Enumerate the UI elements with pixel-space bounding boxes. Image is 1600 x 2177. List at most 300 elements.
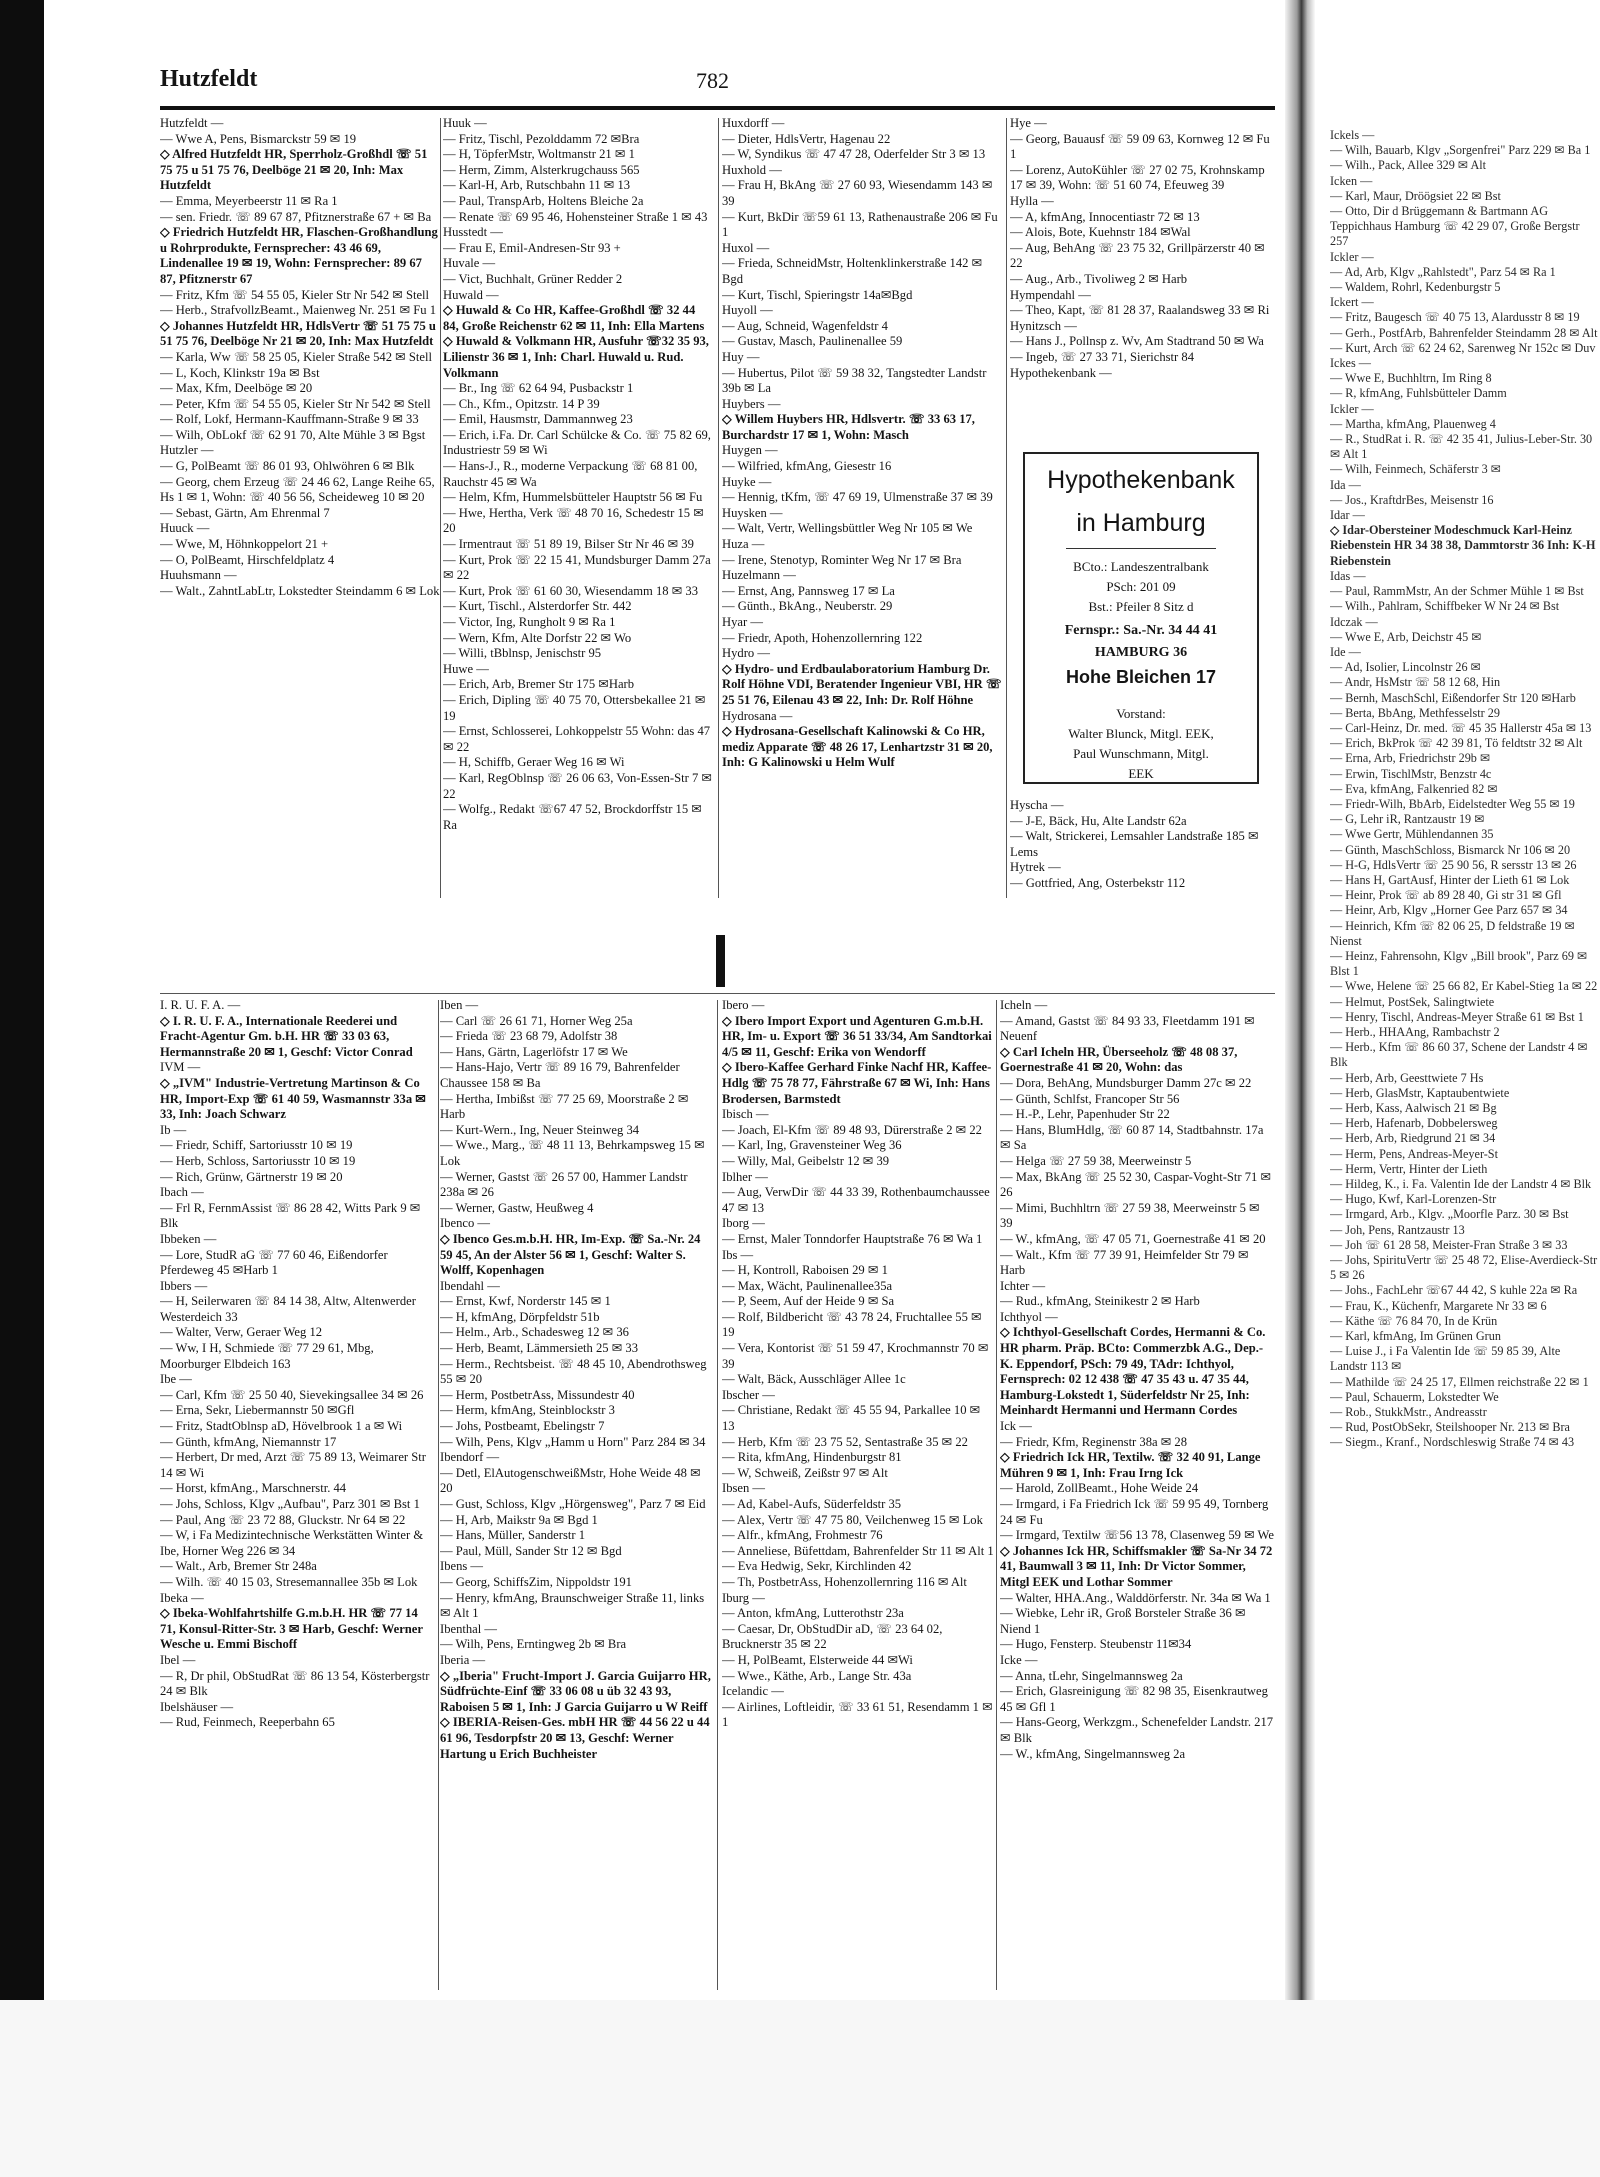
directory-entry: — Siegm., Kranf., Nordschleswig Straße 74 ✉ 43 bbox=[1330, 1435, 1575, 1450]
directory-heading: Idar — bbox=[1330, 508, 1365, 523]
directory-entry: — Heinz, Fahrensohn, Klgv „Bill brook", Parz 69 ✉ Blst 1 bbox=[1330, 948, 1588, 979]
ad-phone: Fernspr.: Sa.-Nr. 34 44 41 bbox=[1064, 623, 1218, 638]
directory-heading: Huysken — bbox=[722, 505, 783, 520]
directory-entry: — Herb, Kfm ☏ 23 75 52, Sentastraße 35 ✉ 22 bbox=[722, 1434, 968, 1449]
directory-entry: ◇ Alfred Hutzfeldt HR, Sperrholz-Großhdl ☏ 51 75 75 u 51 75 76, Deelböge 21 ✉ 20, Inh: Max Hutzfeldt bbox=[160, 147, 428, 193]
directory-entry: ◇ Ibero Import Export und Agenturen G.m.b.H. HR, Im- u. Export ☏ 36 51 33/34, Am Sandtorkai 4/5 ✉ 11, Geschf: Erika von Wendorff bbox=[722, 1013, 992, 1059]
directory-entry: ◇ Hydrosana-Gesellschaft Kalinowski & Co HR, mediz Apparate ☏ 48 26 17, Lenhartzstr 31 ✉ 20, Inh: G Kalinowski u Helm Wulf bbox=[722, 724, 993, 770]
directory-entry: — Günth, kfmAng, Niemannstr 17 bbox=[160, 1434, 337, 1449]
directory-entry: — Heinr, Arb, Klgv „Horner Gee Parz 657 ✉ 34 bbox=[1330, 903, 1568, 918]
directory-entry: — Rolf, Lokf, Hermann-Kauffmann-Straße 9 ✉ 33 bbox=[160, 412, 419, 427]
directory-entry: — Wolfg., Redakt ☏67 47 52, Brockdorffstr 15 ✉ Ra bbox=[443, 802, 702, 832]
directory-heading: Ibenthal — bbox=[440, 1621, 498, 1636]
directory-entry: — Rob., StukkMstr., Andreasstr bbox=[1330, 1405, 1487, 1420]
directory-heading: Ibero — bbox=[722, 998, 765, 1012]
directory-entry: — Georg, Bauausf ☏ 59 09 63, Kornweg 12 ✉ Fu 1 bbox=[1010, 131, 1270, 162]
scan-dark-edge bbox=[0, 0, 44, 2000]
directory-entry: — Bernh, MaschSchl, Eißendorfer Str 120 ✉Harb bbox=[1330, 690, 1576, 705]
directory-heading: Icheln — bbox=[1000, 998, 1048, 1012]
directory-entry: — Theo, Kapt, ☏ 81 28 37, Raalandsweg 33 ✉ Ri bbox=[1010, 303, 1270, 318]
directory-heading: Husstedt — bbox=[443, 225, 503, 240]
directory-entry: — W., kfmAng, Singelmannsweg 2a bbox=[1000, 1746, 1186, 1761]
directory-entry: — Carl, Kfm ☏ 25 50 40, Sievekingsallee 34 ✉ 26 bbox=[160, 1387, 424, 1402]
directory-heading: Ibs — bbox=[722, 1247, 754, 1262]
column-divider bbox=[438, 1000, 439, 1990]
directory-heading: Ibendahl — bbox=[440, 1278, 500, 1293]
directory-entry: — Kurt, Prok ☏ 61 60 30, Wiesendamm 18 ✉ 33 bbox=[443, 583, 699, 598]
directory-entry: — Br., Ing ☏ 62 64 94, Pusbackstr 1 bbox=[443, 381, 634, 396]
directory-heading: Huyke — bbox=[722, 474, 772, 489]
directory-entry: — Kurt, BkDir ☏59 61 13, Rathenaustraße 206 ✉ Fu 1 bbox=[722, 209, 998, 240]
directory-heading: Ibisch — bbox=[722, 1107, 769, 1122]
directory-entry: — Wilh., Pack, Allee 329 ✉ Alt bbox=[1330, 158, 1487, 173]
column-divider bbox=[717, 1000, 718, 1990]
directory-entry: — Gust, Schloss, Klgv „Hörgensweg", Parz 7 ✉ Eid bbox=[440, 1497, 706, 1511]
directory-entry: — H.-P., Lehr, Papenhuder Str 22 bbox=[1000, 1107, 1170, 1122]
directory-entry: — Günth., BkAng., Neuberstr. 29 bbox=[722, 599, 893, 614]
column-divider bbox=[440, 118, 441, 898]
column-top-4 bbox=[1010, 116, 1275, 446]
directory-entry: — Helm., Arb., Schadesweg 12 ✉ 36 bbox=[440, 1325, 629, 1340]
directory-entry: — Wilh, Pens, Klgv „Hamm u Horn" Parz 284 ✉ 34 bbox=[440, 1434, 706, 1449]
directory-entry: — Herb, Arb, Riedgrund 21 ✉ 34 bbox=[1330, 1131, 1496, 1146]
directory-entry: — Aug, Schneid, Wagenfeldstr 4 bbox=[722, 318, 888, 333]
directory-entry: — Kurt-Wern., Ing, Neuer Steinweg 34 bbox=[440, 1122, 640, 1137]
directory-entry: — Vera, Kontorist ☏ 51 59 47, Krochmannstr 70 ✉ 39 bbox=[722, 1341, 989, 1371]
directory-entry: — Paul, TranspArb, Holtens Bleiche 2a bbox=[443, 193, 644, 208]
directory-entry: — Hans, Gärtn, Lagerlöfstr 17 ✉ We bbox=[440, 1044, 628, 1059]
column-divider bbox=[718, 118, 719, 898]
column-bottom-4 bbox=[1000, 998, 1275, 1998]
directory-heading: Hutzler — bbox=[160, 443, 214, 458]
directory-entry: — Wilh. ☏ 40 15 03, Stresemannallee 35b ✉ Lok bbox=[160, 1574, 418, 1589]
directory-heading: Ick — bbox=[1000, 1419, 1032, 1434]
directory-entry: — Irene, Stenotyp, Rominter Weg Nr 17 ✉ Bra bbox=[722, 552, 962, 567]
directory-heading: Ibendorf — bbox=[440, 1450, 500, 1465]
directory-heading: Huvale — bbox=[443, 256, 496, 271]
directory-heading: Hyscha — bbox=[1010, 798, 1064, 812]
directory-entry: — Johs, Schloss, Klgv „Aufbau", Parz 301 ✉ Bst 1 bbox=[160, 1497, 420, 1511]
directory-heading: Ibenco — bbox=[440, 1216, 491, 1231]
directory-entry: — Wwe E, Arb, Deichstr 45 ✉ bbox=[1330, 629, 1482, 644]
directory-entry: — Max, Kfm, Deelböge ✉ 20 bbox=[160, 381, 313, 396]
directory-entry: — H, Kontroll, Raboisen 29 ✉ 1 bbox=[722, 1263, 888, 1278]
directory-entry: — Willi, tBblnsp, Jenischstr 95 bbox=[443, 646, 602, 661]
directory-entry: ◇ Friedrich Ick HR, Textilw. ☏ 32 40 91, Lange Mühren 9 ✉ 1, Inh: Frau Irng Ick bbox=[1000, 1450, 1261, 1480]
directory-heading: Huybers — bbox=[722, 396, 781, 411]
directory-entry: — Ww, I H, Schmiede ☏ 77 29 61, Mbg, Moorburger Elbdeich 163 bbox=[160, 1341, 374, 1371]
directory-heading: Icelandic — bbox=[722, 1684, 784, 1699]
directory-heading: Idczak — bbox=[1330, 614, 1378, 629]
directory-entry: — sen. Friedr. ☏ 89 67 87, Pfitznerstraße 67 + ✉ Ba bbox=[160, 209, 432, 224]
book-gutter-shadow bbox=[1285, 0, 1315, 2000]
directory-entry: ◇ Johannes Hutzfeldt HR, HdlsVertr ☏ 51 75 75 u 51 75 76, Deelböge Nr 21 ✉ 20, Inh: Max Hutzfeldt bbox=[160, 318, 436, 349]
directory-entry: — W, Schweiß, Zeißstr 97 ✉ Alt bbox=[722, 1465, 888, 1480]
page-bottom-margin bbox=[0, 2000, 1600, 2177]
page-number: 782 bbox=[696, 68, 729, 93]
directory-entry: — Wwe, M, Höhnkoppelort 21 + bbox=[160, 537, 329, 552]
directory-entry: — Werner, Gastw, Heußweg 4 bbox=[440, 1200, 594, 1215]
directory-entry: — Wilh, Pens, Erntingweg 2b ✉ Bra bbox=[440, 1637, 627, 1652]
directory-entry: — Günth, Schlfst, Francoper Str 56 bbox=[1000, 1091, 1180, 1106]
directory-heading: Huxdorff — bbox=[722, 116, 785, 130]
directory-entry: — Hwe, Hertha, Verk ☏ 48 70 16, Schedestr 15 ✉ 20 bbox=[443, 505, 704, 536]
directory-entry: — Lore, StudR aG ☏ 77 60 46, Eißendorfer Pferdeweg 45 ✉Harb 1 bbox=[160, 1247, 388, 1278]
directory-entry: — Wwe A, Pens, Bismarckstr 59 ✉ 19 bbox=[160, 131, 357, 146]
directory-heading: Huuhsmann — bbox=[160, 568, 237, 583]
directory-entry: — Anneliese, Büfettdam, Bahrenfelder Str 11 ✉ Alt 1 bbox=[722, 1543, 994, 1558]
directory-entry: — W, i Fa Medizintechnische Werkstätten Winter & Ibe, Horner Weg 226 ✉ 34 bbox=[160, 1528, 424, 1558]
directory-entry: — Herm, kfmAng, Steinblockstr 3 bbox=[440, 1403, 615, 1418]
ad-psch: PSch: 201 09 bbox=[1106, 579, 1176, 594]
ad-board-label: Vorstand: bbox=[1116, 706, 1166, 721]
ad-board-line-2: Paul Wunschmann, Mitgl. bbox=[1073, 746, 1209, 761]
directory-entry: — Kurt, Prok ☏ 22 15 41, Mundsburger Damm 27a ✉ 22 bbox=[443, 552, 711, 583]
directory-entry: — Andr, HsMstr ☏ 58 12 68, Hin bbox=[1330, 675, 1501, 690]
directory-heading: Hye — bbox=[1010, 116, 1047, 130]
directory-entry: — Heinrich, Kfm ☏ 82 06 25, D feldstraße 19 ✉ Nienst bbox=[1330, 918, 1575, 948]
directory-entry: — Herb., Kfm ☏ 86 60 37, Schene der Landstr 4 ✉ Blk bbox=[1330, 1040, 1588, 1070]
directory-heading: Ibbeken — bbox=[160, 1231, 217, 1246]
directory-entry: ◇ Johannes Ick HR, Schiffsmakler ☏ Sa-Nr 34 72 41, Baumwall 3 ✉ 11, Inh: Dr Victor Sommer, Mitgl EEK und Lothar Sommer bbox=[1000, 1543, 1273, 1589]
directory-entry: — Herb., HHAAng, Rambachstr 2 bbox=[1330, 1024, 1500, 1039]
directory-entry: — Carl-Heinz, Dr. med. ☏ 45 35 Hallerstr 45a ✉ 13 bbox=[1330, 720, 1592, 735]
column-bottom-3 bbox=[722, 998, 994, 1998]
directory-entry: — Hugo, Fensterp. Steubenstr 11✉34 bbox=[1000, 1637, 1192, 1652]
column-top-3 bbox=[722, 116, 1002, 896]
directory-entry: — Herm, PostbetrAss, Missundestr 40 bbox=[440, 1387, 635, 1402]
directory-entry: — Alois, Bote, Kuehnstr 184 ✉Wal bbox=[1010, 225, 1191, 240]
directory-heading: Iben — bbox=[440, 998, 479, 1012]
directory-entry: ◇ „Iberia" Frucht-Import J. Garcia Guijarro HR, Südfrüchte-Einf ☏ 33 06 08 u üb 32 43 93, Raboisen 5 ✉ 1, Inh: J Garcia Guijarro u W Reiff bbox=[440, 1668, 711, 1714]
directory-entry: — Irmentraut ☏ 51 89 19, Bilser Str Nr 46 ✉ 39 bbox=[443, 537, 694, 552]
directory-heading: Ibsen — bbox=[722, 1481, 766, 1496]
column-top-4-continued bbox=[1010, 798, 1275, 898]
directory-heading: Ida — bbox=[1330, 477, 1361, 492]
directory-entry: — Herb, Schloss, Sartoriusstr 10 ✉ 19 bbox=[160, 1153, 356, 1168]
directory-heading: Huzelmann — bbox=[722, 568, 796, 583]
directory-entry: — Wwe., Käthe, Arb., Lange Str. 43a bbox=[722, 1668, 912, 1683]
directory-entry: — Ch., Kfm., Opitzstr. 14 P 39 bbox=[443, 396, 600, 411]
directory-entry: — Rolf, Bildbericht ☏ 43 78 24, Fruchtallee 55 ✉ 19 bbox=[722, 1309, 982, 1340]
directory-heading: Ichter — bbox=[1000, 1278, 1046, 1293]
directory-entry: — Hans J., Pollnsp z. Wv, Am Stadtrand 50 ✉ Wa bbox=[1010, 334, 1264, 349]
directory-entry: — Heinr, Prok ☏ ab 89 28 40, Gi str 31 ✉ Gfl bbox=[1330, 888, 1562, 903]
directory-entry: — Sebast, Gärtn, Am Ehrenmal 7 bbox=[160, 505, 330, 520]
directory-entry: — Herb, Hafenarb, Dobbelersweg bbox=[1330, 1116, 1498, 1131]
directory-entry: — H, Seilerwaren ☏ 84 14 38, Altw, Altenwerder Westerdeich 33 bbox=[160, 1294, 416, 1324]
directory-entry: — Walt., Kfm ☏ 77 39 91, Heimfelder Str 79 ✉ Harb bbox=[1000, 1247, 1249, 1278]
directory-entry: — Hans H, GartAusf, Hinter der Lieth 61 ✉ Lok bbox=[1330, 872, 1570, 887]
directory-entry: — Wilfried, kfmAng, Giesestr 16 bbox=[722, 459, 892, 474]
directory-heading: Ickler — bbox=[1330, 401, 1374, 416]
directory-entry: — Georg, chem Erzeug ☏ 24 46 62, Lange Reihe 65, Hs 1 ✉ 1, Wohn: ☏ 40 56 56, Scheideweg 10 ✉ 20 bbox=[160, 474, 435, 505]
directory-entry: ◇ Carl Icheln HR, Überseeholz ☏ 48 08 37, Goernestraße 41 ✉ 20, Wohn: das bbox=[1000, 1044, 1238, 1075]
directory-entry: — Aug., Arb., Tivoliweg 2 ✉ Harb bbox=[1010, 271, 1188, 286]
directory-entry: — G, Lehr iR, Rantzaustr 19 ✉ bbox=[1330, 812, 1485, 827]
directory-entry: ◇ IBERIA-Reisen-Ges. mbH HR ☏ 44 56 22 u 44 61 96, Tesdorpfstr 20 ✉ 13, Geschf: Werner Hartung u Erich Buchheister bbox=[440, 1715, 710, 1761]
directory-entry: — Rud., kfmAng, Steinikestr 2 ✉ Harb bbox=[1000, 1294, 1200, 1309]
directory-heading: Huy — bbox=[722, 349, 760, 364]
column-top-2 bbox=[443, 116, 713, 896]
directory-entry: — Jos., KraftdrBes, Meisenstr 16 bbox=[1330, 492, 1494, 507]
directory-entry: — H, PolBeamt, Elsterweide 44 ✉Wi bbox=[722, 1652, 913, 1667]
directory-entry: — Joach, El-Kfm ☏ 89 48 93, Dürerstraße 2 ✉ 22 bbox=[722, 1122, 982, 1137]
directory-entry: — H-G, HdlsVertr ☏ 25 90 56, R sersstr 13 ✉ 26 bbox=[1330, 857, 1577, 872]
directory-entry: — Karl, kfmAng, Im Grünen Grun bbox=[1330, 1329, 1501, 1344]
ad-rule bbox=[1066, 548, 1216, 549]
directory-entry: ◇ Huwald & Volkmann HR, Ausfuhr ☏32 35 93, Lilienstr 36 ✉ 1, Inh: Charl. Huwald u. Rud. Volkmann bbox=[443, 334, 709, 380]
directory-heading: Ibach — bbox=[160, 1185, 204, 1200]
directory-heading: Huygen — bbox=[722, 443, 778, 458]
directory-entry: — Erich, Arb, Bremer Str 175 ✉Harb bbox=[443, 677, 635, 692]
directory-entry: — Harold, ZollBeamt., Hohe Weide 24 bbox=[1000, 1481, 1199, 1496]
directory-entry: — Dora, BehAng, Mundsburger Damm 27c ✉ 22 bbox=[1000, 1075, 1252, 1090]
directory-entry: — G, PolBeamt ☏ 86 01 93, Ohlwöhren 6 ✉ Blk bbox=[160, 459, 415, 474]
directory-entry: — Airlines, Loftleidir, ☏ 33 61 51, Resendamm 1 ✉ 1 bbox=[722, 1699, 993, 1730]
directory-entry: — Kurt, Tischl., Alsterdorfer Str. 442 bbox=[443, 599, 632, 614]
directory-entry: — Gerh., PostfArb, Bahrenfelder Steindamm 28 ✉ Alt bbox=[1330, 325, 1598, 340]
directory-entry: — Ernst, Maler Tonndorfer Hauptstraße 76 ✉ Wa 1 bbox=[722, 1231, 983, 1246]
directory-entry: — Walter, HHA.Ang., Walddörferstr. Nr. 34a ✉ Wa 1 bbox=[1000, 1590, 1271, 1605]
column-divider bbox=[1006, 118, 1007, 898]
directory-entry: — Wwe E, Buchhltrn, Im Ring 8 bbox=[1330, 371, 1492, 386]
directory-entry: — W, Syndikus ☏ 47 47 28, Oderfelder Str 3 ✉ 13 bbox=[722, 147, 986, 162]
directory-entry: — Wilh, ObLokf ☏ 62 91 70, Alte Mühle 3 ✉ Bgst bbox=[160, 427, 426, 442]
directory-entry: — Wern, Kfm, Alte Dorfstr 22 ✉ Wo bbox=[443, 630, 632, 645]
directory-heading: Huwe — bbox=[443, 661, 489, 676]
directory-entry: — Victor, Ing, Rungholt 9 ✉ Ra 1 bbox=[443, 615, 616, 629]
directory-heading: Hypothekenbank — bbox=[1010, 365, 1112, 380]
directory-entry: — Herm., Rechtsbeist. ☏ 48 45 10, Abendrothsweg 55 ✉ 20 bbox=[440, 1356, 707, 1387]
directory-entry: — Hubertus, Pilot ☏ 59 38 32, Tangstedter Landstr 39b ✉ La bbox=[722, 365, 987, 396]
directory-entry: — Werner, Gastst ☏ 26 57 00, Hammer Landstr 238a ✉ 26 bbox=[440, 1169, 688, 1200]
directory-entry: — Emil, Hausmstr, Dammannweg 23 bbox=[443, 412, 633, 427]
directory-entry: — Walt., ZahntLabLtr, Lokstedter Steindamm 6 ✉ Lok bbox=[160, 583, 440, 598]
directory-entry: — Herb, Arb, Geesttwiete 7 Hs bbox=[1330, 1070, 1484, 1085]
directory-entry: — Frau, K., Küchenfr, Margarete Nr 33 ✉ 6 bbox=[1330, 1298, 1547, 1313]
directory-entry: — Christiane, Redakt ☏ 45 55 94, Parkallee 10 ✉ 13 bbox=[722, 1403, 981, 1434]
directory-heading: IVM — bbox=[160, 1060, 201, 1075]
directory-entry: — R, kfmAng, Fuhlsbütteler Damm bbox=[1330, 386, 1507, 401]
directory-heading: Hutzfeldt — bbox=[160, 116, 224, 130]
directory-entry: — R., StudRat i. R. ☏ 42 35 41, Julius-Leber-Str. 30 ✉ Alt 1 bbox=[1330, 432, 1593, 462]
directory-entry: — Berta, BbAng, Methfesselstr 29 bbox=[1330, 705, 1500, 720]
directory-entry: — Erich, i.Fa. Dr. Carl Schülcke & Co. ☏ 75 82 69, Industriestr 59 ✉ Wi bbox=[443, 427, 711, 458]
column-bottom-2 bbox=[440, 998, 712, 1998]
directory-entry: ◇ Ibeka-Wohlfahrtshilfe G.m.b.H. HR ☏ 77 14 71, Konsul-Ritter-Str. 3 ✉ Harb, Geschf: Werner Wesche u. Emmi Bischoff bbox=[160, 1606, 423, 1652]
directory-heading: Huwald — bbox=[443, 287, 499, 302]
directory-entry: — Hildeg, K., i. Fa. Valentin Ide der Landstr 4 ✉ Blk bbox=[1330, 1177, 1592, 1192]
directory-entry: — Wilh., Pahlram, Schiffbeker W Nr 24 ✉ Bst bbox=[1330, 599, 1560, 614]
directory-entry: — Karl, Maur, Dröögsiet 22 ✉ Bst bbox=[1330, 188, 1501, 203]
directory-heading: Ibeka — bbox=[160, 1590, 204, 1605]
directory-entry: — Wwe., Marg., ☏ 48 11 13, Behrkampsweg 15 ✉ Lok bbox=[440, 1138, 705, 1168]
directory-entry: — Ad, Arb, Klgv „Rahlstedt", Parz 54 ✉ Ra 1 bbox=[1330, 264, 1556, 279]
directory-entry: — W., kfmAng, ☏ 47 05 71, Goernestraße 41 ✉ 20 bbox=[1000, 1231, 1266, 1246]
directory-entry: — Amand, Gastst ☏ 84 93 33, Fleetdamm 191 ✉ Neuenf bbox=[1000, 1013, 1255, 1044]
directory-heading: Huuck — bbox=[160, 521, 210, 536]
directory-heading: Hydro — bbox=[722, 646, 770, 661]
directory-entry: ◇ Ibero-Kaffee Gerhard Finke Nachf HR, Kaffee-Hdlg ☏ 75 78 77, Fährstraße 67 ✉ Wi, Inh: Hans Brodersen, Barmstedt bbox=[722, 1060, 992, 1106]
directory-heading: Idas — bbox=[1330, 568, 1366, 583]
directory-heading: I. R. U. F. A. — bbox=[160, 998, 241, 1012]
directory-entry: ◇ Huwald & Co HR, Kaffee-Großhdl ☏ 32 44 84, Große Reichenstr 62 ✉ 11, Inh: Ella Martens bbox=[443, 303, 705, 333]
directory-entry: — Wilh, Feinmech, Schäferstr 3 ✉ bbox=[1330, 462, 1501, 477]
directory-entry: ◇ Ichthyol-Gesellschaft Cordes, Hermanni & Co. HR pharm. Präp. BCto: Commerzbk A.G., Dep.-K. Eppendorf, PSch: 79 49, TAdr: Ichthyol, Fernsprech: 02 12 438 ☏ 47 35 43 u. 47 35 44, Hamburg-Lokstedt 1, Süderfeldstr Nr 25, Inh: Meinhardt Hermanni und Hermann Cordes bbox=[1000, 1325, 1266, 1418]
directory-entry: — Erich, Glasreinigung ☏ 82 98 35, Eisenkrautweg 45 ✉ Gfl 1 bbox=[1000, 1684, 1268, 1714]
directory-heading: Huyoll — bbox=[722, 303, 773, 318]
directory-entry: — Horst, kfmAng., Marschnerstr. 44 bbox=[160, 1481, 347, 1496]
directory-entry: — Gustav, Masch, Paulinenallee 59 bbox=[722, 334, 903, 349]
directory-entry: — Karl-H, Arb, Rutschbahn 11 ✉ 13 bbox=[443, 178, 631, 193]
directory-entry: — Erwin, TischlMstr, Benzstr 4c bbox=[1330, 766, 1492, 781]
directory-entry: — Rud, PostObSekr, Steilshooper Nr. 213 ✉ Bra bbox=[1330, 1420, 1570, 1435]
directory-entry: — Dieter, HdlsVertr, Hagenau 22 bbox=[722, 131, 891, 146]
directory-heading: Ibbers — bbox=[160, 1278, 208, 1293]
directory-entry: — Herm, Zimm, Alsterkrugchauss 565 bbox=[443, 162, 640, 177]
directory-entry: — Ad, Isolier, Lincolnstr 26 ✉ bbox=[1330, 660, 1481, 675]
directory-entry: — Th, PostbetrAss, Hohenzollernring 116 ✉ Alt bbox=[722, 1574, 967, 1589]
directory-heading: Ichthyol — bbox=[1000, 1309, 1058, 1324]
directory-entry: — Herbert, Dr med, Arzt ☏ 75 89 13, Weimarer Str 14 ✉ Wi bbox=[160, 1450, 426, 1480]
directory-heading: Hynitzsch — bbox=[1010, 318, 1077, 333]
directory-heading: Ibelshäuser — bbox=[160, 1699, 234, 1714]
directory-entry: — Georg, SchiffsZim, Nippoldstr 191 bbox=[440, 1574, 632, 1589]
directory-entry: — Ernst, Kwf, Norderstr 145 ✉ 1 bbox=[440, 1294, 611, 1309]
directory-entry: — Kurt, Tischl, Spieringstr 14a✉Bgd bbox=[722, 287, 913, 302]
ad-street: Hohe Bleichen 17 bbox=[1065, 667, 1217, 687]
directory-entry: — Hertha, Imbißst ☏ 77 25 69, Moorstraße 2 ✉ Harb bbox=[440, 1091, 689, 1122]
directory-entry: — Herb, Kass, Aalwisch 21 ✉ Bg bbox=[1330, 1101, 1497, 1115]
directory-entry: — Henry, Tischl, Andreas-Meyer Straße 61 ✉ Bst 1 bbox=[1330, 1009, 1584, 1024]
directory-entry: — Ingeb, ☏ 27 33 71, Sierichstr 84 bbox=[1010, 349, 1194, 364]
directory-heading: Iblher — bbox=[722, 1169, 768, 1184]
directory-entry: — Ernst, Ang, Pannsweg 17 ✉ La bbox=[722, 583, 895, 598]
directory-entry: ◇ Hydro- und Erdbaulaboratorium Hamburg Dr. Rolf Höhne VDI, Beratender Ingenieur VBI, HR ☏ 25 51 76, Eilenau 43 ✉ 22, Inh: Dr. Rolf Höhne bbox=[722, 661, 1002, 707]
directory-entry: — Erna, Sekr, Liebermannstr 50 ✉Gfl bbox=[160, 1403, 355, 1418]
directory-entry: — Max, BkAng ☏ 25 52 30, Caspar-Voght-Str 71 ✉ 26 bbox=[1000, 1169, 1272, 1200]
page-header bbox=[160, 62, 1275, 106]
directory-entry: — Paul, Schauerm, Lokstedter We bbox=[1330, 1389, 1499, 1404]
directory-entry: — Wwe, Helene ☏ 25 66 82, Er Kabel-Stieg 1a ✉ 22 bbox=[1330, 979, 1598, 994]
directory-entry: — Paul, Müll, Sander Str 12 ✉ Bgd bbox=[440, 1543, 622, 1558]
directory-entry: — Alex, Vertr ☏ 47 75 80, Veilchenweg 15 ✉ Lok bbox=[722, 1512, 983, 1527]
directory-entry: — Erich, Dipling ☏ 40 75 70, Ottersbekallee 21 ✉ 19 bbox=[443, 692, 706, 723]
directory-entry: — Emma, Meyerbeerstr 11 ✉ Ra 1 bbox=[160, 193, 338, 208]
ad-board-line-1: Walter Blunck, Mitgl. EEK, bbox=[1068, 726, 1214, 741]
directory-entry: — Johs, SpirituVertr ☏ 25 48 72, Elise-Averdieck-Str 5 ✉ 26 bbox=[1330, 1253, 1598, 1283]
directory-entry: — Walter, Verw, Geraer Weg 12 bbox=[160, 1325, 323, 1340]
directory-entry: — Fritz, Kfm ☏ 54 55 05, Kieler Str Nr 542 ✉ Stell bbox=[160, 287, 430, 302]
directory-entry: — Walt, Strickerei, Lemsahler Landstraße 185 ✉ Lems bbox=[1010, 829, 1259, 859]
directory-heading: Huuk — bbox=[443, 116, 487, 130]
directory-heading: Icken — bbox=[1330, 173, 1373, 188]
directory-entry: — Henry, kfmAng, Braunschweiger Straße 11, links ✉ Alt 1 bbox=[440, 1590, 705, 1621]
column-top-1 bbox=[160, 116, 440, 896]
directory-entry: — Karl, RegOblnsp ☏ 26 06 63, Von-Essen-Str 7 ✉ 22 bbox=[443, 770, 712, 801]
directory-entry: — L, Koch, Klinkstr 19a ✉ Bst bbox=[160, 365, 320, 380]
section-rule bbox=[160, 993, 1275, 994]
directory-entry: — Johs., FachLehr ☏67 44 42, S kuhle 22a ✉ Ra bbox=[1330, 1283, 1578, 1298]
directory-entry: — Rich, Grünw, Gärtnerstr 19 ✉ 20 bbox=[160, 1169, 343, 1184]
directory-entry: — Frieda, SchneidMstr, Holtenklinkerstraße 142 ✉ Bgd bbox=[722, 256, 983, 286]
directory-entry: — Käthe ☏ 76 84 70, In de Krün bbox=[1330, 1313, 1498, 1328]
directory-entry: — H, kfmAng, Dörpfeldstr 51b bbox=[440, 1309, 600, 1324]
directory-entry: — Erich, BkProk ☏ 42 39 81, Tö feldtstr 32 ✉ Alt bbox=[1330, 736, 1583, 751]
directory-heading: Hydrosana — bbox=[722, 708, 793, 723]
directory-entry: — Fritz, Tischl, Pezolddamm 72 ✉Bra bbox=[443, 131, 640, 146]
directory-entry: — Hennig, tKfm, ☏ 47 69 19, Ulmenstraße 37 ✉ 39 bbox=[722, 490, 993, 505]
directory-heading: Iburg — bbox=[722, 1590, 765, 1605]
directory-entry: — Herb, GlasMstr, Kaptaubentwiete bbox=[1330, 1085, 1510, 1100]
directory-entry: — Joh ☏ 61 28 58, Meister-Fran Straße 3 ✉ 33 bbox=[1330, 1237, 1568, 1252]
directory-heading: Ibe — bbox=[160, 1372, 192, 1387]
directory-heading: Huxol — bbox=[722, 240, 770, 255]
directory-entry: — Herb., StrafvollzBeamt., Maienweg Nr. 251 ✉ Fu 1 bbox=[160, 303, 437, 318]
directory-entry: — H, Schiffb, Geraer Weg 16 ✉ Wi bbox=[443, 755, 625, 770]
directory-entry: — Paul, Ang ☏ 23 72 88, Gluckstr. Nr 64 ✉ 22 bbox=[160, 1512, 406, 1527]
directory-entry: — Carl ☏ 26 61 71, Horner Weg 25a bbox=[440, 1013, 633, 1028]
directory-entry: — Martha, kfmAng, Plauenweg 4 bbox=[1330, 416, 1496, 431]
ad-title-line-1: Hypothekenbank bbox=[1047, 466, 1235, 494]
directory-entry: — Ernst, Schlosserei, Lohkoppelstr 55 Wohn: das 47 ✉ 22 bbox=[443, 724, 711, 754]
directory-entry: — Lorenz, AutoKühler ☏ 27 02 75, Krohnskamp 17 ✉ 39, Wohn: ☏ 51 60 74, Efeuweg 39 bbox=[1010, 162, 1265, 193]
directory-entry: — H, Arb, Maikstr 9a ✉ Bgd 1 bbox=[440, 1512, 598, 1527]
directory-entry: — Friedr, Kfm, Reginenstr 38a ✉ 28 bbox=[1000, 1434, 1188, 1449]
directory-entry: — Kurt, Arch ☏ 62 24 62, Sarenweg Nr 152c ✉ Duv bbox=[1330, 340, 1596, 355]
directory-entry: — Willy, Mal, Geibelstr 12 ✉ 39 bbox=[722, 1153, 890, 1168]
directory-heading: Huza — bbox=[722, 537, 765, 552]
directory-entry: — Eva, kfmAng, Falkenried 82 ✉ bbox=[1330, 781, 1498, 796]
directory-heading: Hylla — bbox=[1010, 193, 1054, 208]
directory-entry: — A, kfmAng, Innocentiastr 72 ✉ 13 bbox=[1010, 209, 1200, 224]
directory-entry: — Frau H, BkAng ☏ 27 60 93, Wiesendamm 143 ✉ 39 bbox=[722, 178, 993, 208]
directory-entry: — Johs, Postbeamt, Ebelingstr 7 bbox=[440, 1419, 605, 1434]
directory-entry: — Renate ☏ 69 95 46, Hohensteiner Straße 1 ✉ 43 bbox=[443, 209, 708, 224]
directory-heading: Ickert — bbox=[1330, 295, 1374, 310]
directory-entry: — Anton, kfmAng, Lutterothstr 23a bbox=[722, 1606, 904, 1621]
directory-heading: Ibens — bbox=[440, 1559, 484, 1574]
directory-entry: — Mathilde ☏ 24 25 17, Ellmen reichstraße 22 ✉ 1 bbox=[1330, 1374, 1589, 1389]
hypothekenbank-advertisement bbox=[1023, 452, 1259, 784]
directory-heading: Ibel — bbox=[160, 1652, 196, 1667]
directory-entry: — Rud, Feinmech, Reeperbahn 65 bbox=[160, 1715, 335, 1730]
directory-entry: — J-E, Bäck, Hu, Alte Landstr 62a bbox=[1010, 813, 1187, 828]
directory-entry: — Waldem, Rohrl, Kedenburgstr 5 bbox=[1330, 280, 1501, 295]
directory-heading: Ickler — bbox=[1330, 249, 1374, 264]
directory-entry: — Erna, Arb, Friedrichstr 29b ✉ bbox=[1330, 751, 1491, 766]
directory-heading: Ibscher — bbox=[722, 1387, 775, 1402]
directory-entry: — Frieda ☏ 23 68 79, Adolfstr 38 bbox=[440, 1029, 618, 1044]
directory-entry: — P, Seem, Auf der Heide 9 ✉ Sa bbox=[722, 1294, 895, 1309]
directory-entry: — Friedr, Schiff, Sartoriusstr 10 ✉ 19 bbox=[160, 1138, 353, 1153]
directory-entry: — Max, Wächt, Paulinenallee35a bbox=[722, 1278, 893, 1293]
directory-entry: — Hans, Müller, Sanderstr 1 bbox=[440, 1528, 586, 1543]
directory-entry: — Gottfried, Ang, Osterbekstr 112 bbox=[1010, 875, 1186, 890]
directory-entry: — Walt., Arb, Bremer Str 248a bbox=[160, 1559, 317, 1574]
directory-entry: — Helga ☏ 27 59 38, Meerweinstr 5 bbox=[1000, 1153, 1192, 1168]
directory-entry: — Alfr., kfmAng, Frohmestr 76 bbox=[722, 1528, 883, 1543]
directory-entry: — Peter, Kfm ☏ 54 55 05, Kieler Str Nr 542 ✉ Stell bbox=[160, 396, 431, 411]
directory-entry: ◇ Friedrich Hutzfeldt HR, Flaschen-Großhandlung u Rohrprodukte, Fernsprecher: 43 46 69, Lindenallee 19 ✉ 19, Wohn: Fernsprecher: 89 67 87, Pfitznerstr 67 bbox=[160, 225, 438, 286]
directory-entry: — Caesar, Dr, ObStudDir aD, ☏ 23 64 02, Brucknerstr 35 ✉ 22 bbox=[722, 1621, 943, 1652]
directory-heading: Iberia — bbox=[440, 1652, 486, 1667]
directory-entry: — O, PolBeamt, Hirschfeldplatz 4 bbox=[160, 552, 335, 567]
directory-entry: — Detl, ElAutogenschweißMstr, Hohe Weide 48 ✉ 20 bbox=[440, 1465, 701, 1496]
directory-entry: ◇ Ibenco Ges.m.b.H. HR, Im-Exp. ☏ Sa.-Nr. 24 59 45, An der Alster 56 ✉ 1, Geschf: Walter S. Wolff, Kopenhagen bbox=[440, 1231, 701, 1278]
directory-entry: — Luise J., i Fa Valentin Ide ☏ 59 85 39, Alte Landstr 113 ✉ bbox=[1330, 1344, 1561, 1374]
